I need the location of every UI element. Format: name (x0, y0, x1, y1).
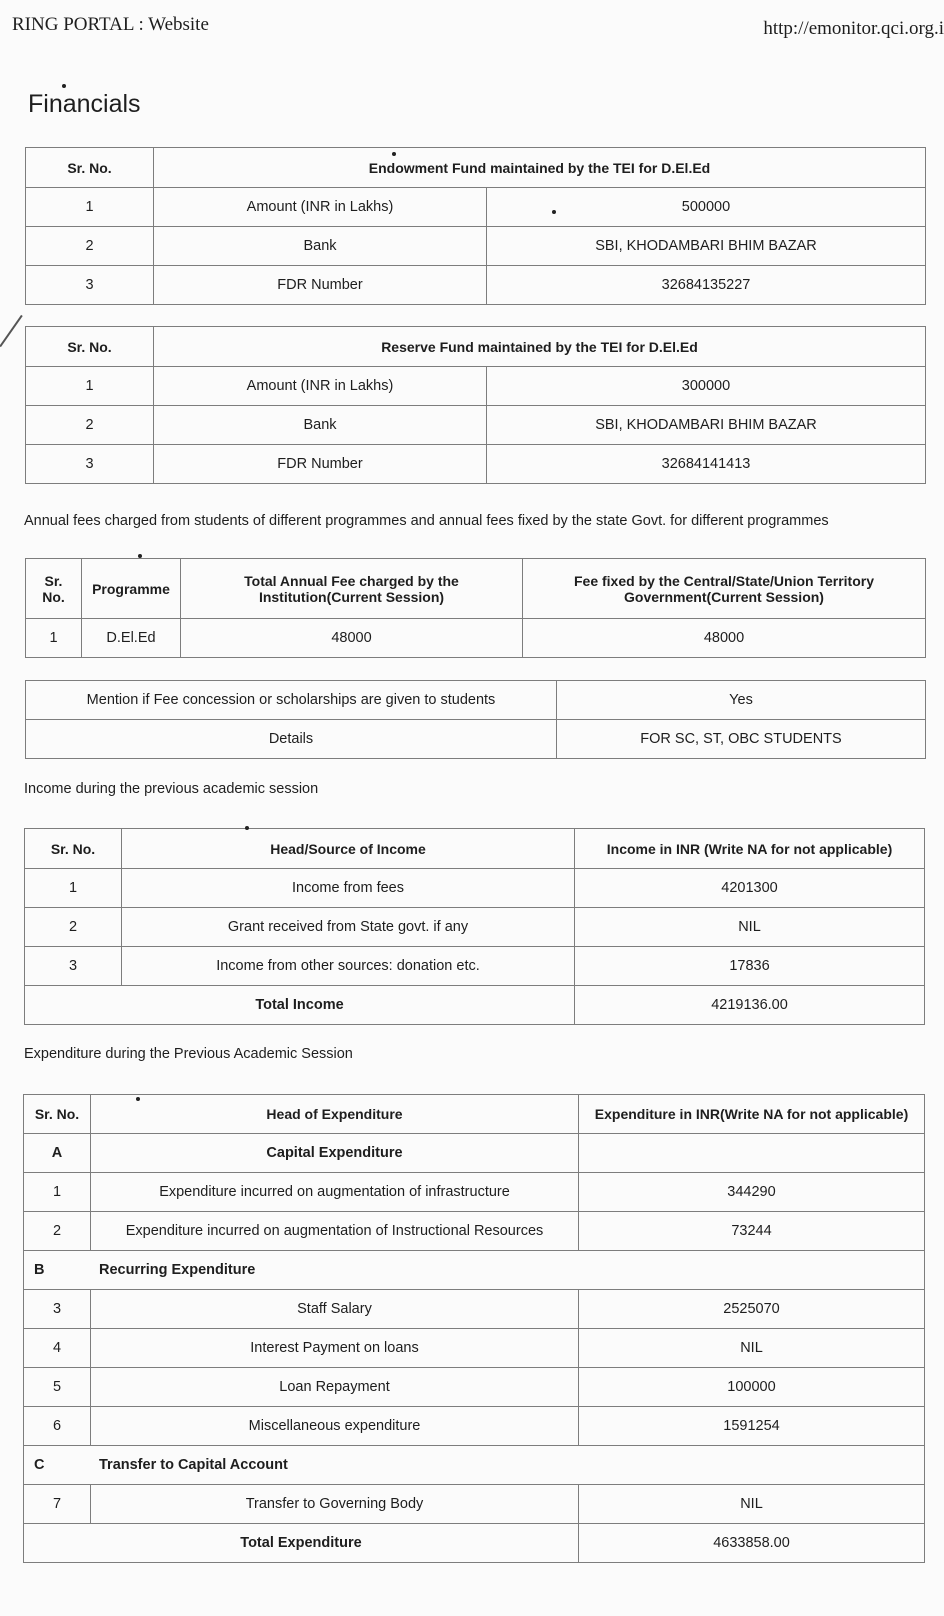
programme-header: Programme (82, 559, 181, 619)
expenditure-head-cell: Expenditure incurred on augmentation of Instructional Resources (91, 1212, 579, 1251)
fee-fixed-cell: 48000 (523, 619, 926, 658)
fees-section-note: Annual fees charged from students of different programmes and annual fees fixed by the state Govt. for different programmes (24, 513, 829, 529)
total-expenditure-value: 4633858.00 (579, 1524, 925, 1563)
expenditure-value-cell (579, 1134, 925, 1173)
expenditure-value-header: Expenditure in INR(Write NA for not applicable) (579, 1095, 925, 1134)
sr-cell: A (24, 1134, 91, 1173)
sr-cell: 4 (24, 1329, 91, 1368)
expenditure-value-cell: NIL (579, 1329, 925, 1368)
sr-cell: 7 (24, 1485, 91, 1524)
table-row (24, 1368, 925, 1407)
scan-speck (552, 210, 556, 214)
expenditure-head-cell: Loan Repayment (91, 1368, 579, 1407)
table-row (25, 908, 925, 947)
expenditure-table (23, 1094, 925, 1563)
income-table (24, 828, 925, 1025)
value-cell: 32684135227 (487, 266, 926, 305)
total-expenditure-label: Total Expenditure (24, 1524, 579, 1563)
income-value-cell: NIL (575, 908, 925, 947)
label-cell: Bank (154, 406, 487, 445)
fee-fixed-header: Fee fixed by the Central/State/Union Territory Government(Current Session) (523, 559, 926, 619)
section-row-transfer (24, 1446, 925, 1485)
table-row (25, 869, 925, 908)
portal-header-left: RING PORTAL : Website (12, 14, 209, 35)
portal-url: http://emonitor.qci.org.i (763, 18, 944, 39)
fee-charged-cell: 48000 (181, 619, 523, 658)
table-row (24, 1212, 925, 1251)
section-row-capital (24, 1134, 925, 1173)
label-cell: Amount (INR in Lakhs) (154, 367, 487, 406)
section-letter: C (34, 1457, 45, 1473)
income-value-cell: 4201300 (575, 869, 925, 908)
total-row (24, 1524, 925, 1563)
label-cell: Bank (154, 227, 487, 266)
scan-speck (138, 554, 142, 558)
concession-answer-cell: Yes (557, 681, 926, 720)
sr-cell: 2 (26, 227, 154, 266)
value-cell: 32684141413 (487, 445, 926, 484)
sr-no-header: Sr. No. (26, 559, 82, 619)
table-row (26, 619, 926, 658)
table-row (26, 681, 926, 720)
value-cell: SBI, KHODAMBARI BHIM BAZAR (487, 406, 926, 445)
section-letter: B (34, 1262, 45, 1278)
table-row (26, 188, 926, 227)
value-cell: 500000 (487, 188, 926, 227)
table-row (26, 367, 926, 406)
expenditure-value-cell: 100000 (579, 1368, 925, 1407)
sr-no-header: Sr. No. (25, 829, 122, 869)
sr-cell: 1 (26, 619, 82, 658)
income-head-cell: Income from fees (122, 869, 575, 908)
table-row (26, 406, 926, 445)
section-title: Transfer to Capital Account (99, 1457, 288, 1473)
income-head-header: Head/Source of Income (122, 829, 575, 869)
expenditure-value-cell: NIL (579, 1485, 925, 1524)
expenditure-value-cell: 2525070 (579, 1290, 925, 1329)
sr-cell: 3 (26, 266, 154, 305)
total-income-value: 4219136.00 (575, 986, 925, 1025)
label-cell: FDR Number (154, 445, 487, 484)
concession-question-cell: Mention if Fee concession or scholarships are given to students (26, 681, 557, 720)
table-row (24, 1329, 925, 1368)
sr-cell: 3 (24, 1290, 91, 1329)
scan-speck (245, 826, 249, 830)
table-row (24, 1407, 925, 1446)
total-row (25, 986, 925, 1025)
programme-fees-table (25, 558, 926, 658)
endowment-fund-table (25, 147, 926, 305)
label-cell: Amount (INR in Lakhs) (154, 188, 487, 227)
sr-cell: 1 (25, 869, 122, 908)
fee-charged-header: Total Annual Fee charged by the Institution(Current Session) (181, 559, 523, 619)
fee-concession-table (25, 680, 926, 759)
scan-speck (62, 84, 66, 88)
reserve-title-header: Reserve Fund maintained by the TEI for D.El.Ed (154, 327, 926, 367)
sr-cell: 1 (26, 188, 154, 227)
income-section-note: Income during the previous academic session (24, 781, 319, 797)
section-title-row (24, 1251, 925, 1290)
expenditure-head-cell: Miscellaneous expenditure (91, 1407, 579, 1446)
section-title: Recurring Expenditure (99, 1262, 256, 1278)
page-title: Financials (28, 90, 141, 118)
sr-cell: 3 (26, 445, 154, 484)
expenditure-value-cell: 1591254 (579, 1407, 925, 1446)
total-income-label: Total Income (25, 986, 575, 1025)
sr-no-header: Sr. No. (26, 148, 154, 188)
table-row (26, 227, 926, 266)
income-head-cell: Income from other sources: donation etc. (122, 947, 575, 986)
sr-no-header: Sr. No. (26, 327, 154, 367)
reserve-fund-table (25, 326, 926, 484)
expenditure-value-cell: 73244 (579, 1212, 925, 1251)
expenditure-head-cell: Staff Salary (91, 1290, 579, 1329)
scan-edge-mark (0, 315, 23, 347)
income-value-header: Income in INR (Write NA for not applicable) (575, 829, 925, 869)
sr-cell: 2 (26, 406, 154, 445)
section-row-recurring (24, 1251, 925, 1290)
expenditure-head-header: Head of Expenditure (91, 1095, 579, 1134)
income-head-cell: Grant received from State govt. if any (122, 908, 575, 947)
expenditure-head-cell: Interest Payment on loans (91, 1329, 579, 1368)
section-title-row (24, 1446, 925, 1485)
scan-speck (392, 152, 396, 156)
label-cell: FDR Number (154, 266, 487, 305)
table-row (25, 947, 925, 986)
scan-speck (136, 1097, 140, 1101)
sr-cell: 1 (24, 1173, 91, 1212)
sr-cell: 1 (26, 367, 154, 406)
table-row (24, 1290, 925, 1329)
value-cell: SBI, KHODAMBARI BHIM BAZAR (487, 227, 926, 266)
expenditure-section-note: Expenditure during the Previous Academic Session (24, 1046, 353, 1062)
sr-cell: 2 (25, 908, 122, 947)
sr-cell: 2 (24, 1212, 91, 1251)
table-row (26, 720, 926, 759)
endowment-title-header: Endowment Fund maintained by the TEI for D.El.Ed (154, 148, 926, 188)
section-title: Capital Expenditure (91, 1134, 579, 1173)
table-row (24, 1173, 925, 1212)
table-row (24, 1485, 925, 1524)
concession-details-value: FOR SC, ST, OBC STUDENTS (557, 720, 926, 759)
expenditure-head-cell: Expenditure incurred on augmentation of infrastructure (91, 1173, 579, 1212)
sr-cell: 5 (24, 1368, 91, 1407)
table-row (26, 266, 926, 305)
concession-details-label: Details (26, 720, 557, 759)
expenditure-head-cell: Transfer to Governing Body (91, 1485, 579, 1524)
table-row (26, 445, 926, 484)
expenditure-value-cell: 344290 (579, 1173, 925, 1212)
sr-cell: 3 (25, 947, 122, 986)
income-value-cell: 17836 (575, 947, 925, 986)
value-cell: 300000 (487, 367, 926, 406)
sr-cell: 6 (24, 1407, 91, 1446)
programme-cell: D.El.Ed (82, 619, 181, 658)
sr-no-header: Sr. No. (24, 1095, 91, 1134)
